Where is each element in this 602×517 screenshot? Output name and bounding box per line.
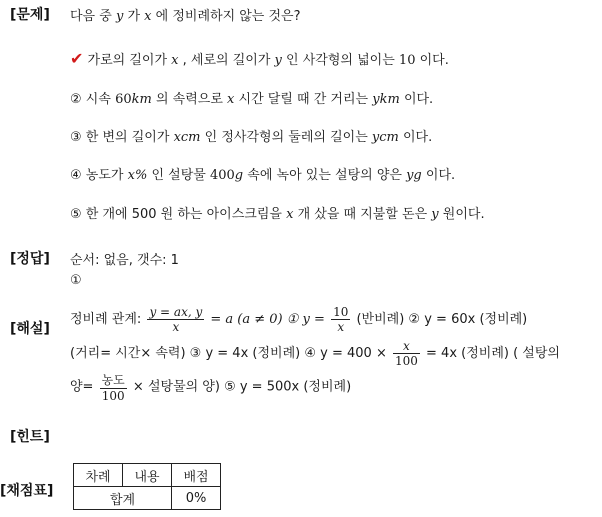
answer-marker: ①	[70, 273, 82, 288]
circled-2-icon: ②	[70, 92, 82, 107]
score-header-content: 내용	[123, 464, 172, 487]
score-total-label: 합계	[74, 487, 172, 510]
answer-label: [정답]	[10, 251, 50, 267]
option-5[interactable]: ⑤ 한 개에 500 원 하는 아이스크림을 x 개 샀을 때 지불할 돈은 y 원이다.	[70, 207, 485, 222]
circled-3-icon: ③	[70, 130, 82, 145]
option-4[interactable]: ④ 농도가 x% 인 설탕물 400g 속에 녹아 있는 설탕의 양은 yg 이다.	[70, 168, 456, 183]
circled-4-icon: ④	[70, 168, 82, 183]
score-header-order: 차례	[74, 464, 123, 487]
explanation-line-1: 정비례 관계: $\frac{y = ax, y}{x}$ = a (a ≠ 0) ① y = $\frac{10}{x}$ (반비례) ② y = 60x (정비례)	[70, 305, 528, 334]
fraction: $\frac{10}{x}$	[333, 305, 349, 334]
score-total-value: 0%	[172, 487, 221, 510]
score-label: [채점표]	[0, 483, 54, 499]
hint-label: [힌트]	[10, 429, 50, 445]
fraction: $\frac{y = ax, y}{x}$	[149, 305, 203, 334]
fraction: $\frac{x}{100}$	[394, 339, 418, 368]
score-total-row	[74, 487, 221, 510]
option-1[interactable]: ✔ 가로의 길이가 x , 세로의 길이가 y 인 사각형의 넓이는 10 이다.	[70, 49, 449, 68]
score-header-row	[74, 464, 221, 487]
option-2[interactable]: ② 시속 60km 의 속력으로 x 시간 달릴 때 간 거리는 ykm 이다.	[70, 92, 434, 107]
explanation-line-2: (거리= 시간× 속력) ③ y = 4x (정비례) ④ y = 400 × $\frac{x}{100}$ = 4x (정비례) ( 설탕의	[70, 339, 560, 368]
explanation-label: [해설]	[10, 321, 50, 337]
question-text: 다음 중 y 가 x 에 정비례하지 않는 것은?	[70, 9, 301, 24]
fraction: $\frac{\text{농도}}{100}$	[101, 373, 125, 403]
score-header-points: 배점	[172, 464, 221, 487]
explanation-line-3: 양= $\frac{\text{농도}}{100}$ × 설탕물의 양) ⑤ y = 500x (정비례)	[70, 373, 352, 403]
score-table	[73, 463, 221, 510]
check-icon: ✔	[70, 49, 84, 68]
answer-summary: 순서: 없음, 갯수: 1	[70, 253, 179, 268]
circled-5-icon: ⑤	[70, 207, 82, 222]
question-label: [문제]	[10, 7, 50, 23]
option-3[interactable]: ③ 한 변의 길이가 xcm 인 정사각형의 둘레의 길이는 ycm 이다.	[70, 130, 433, 145]
